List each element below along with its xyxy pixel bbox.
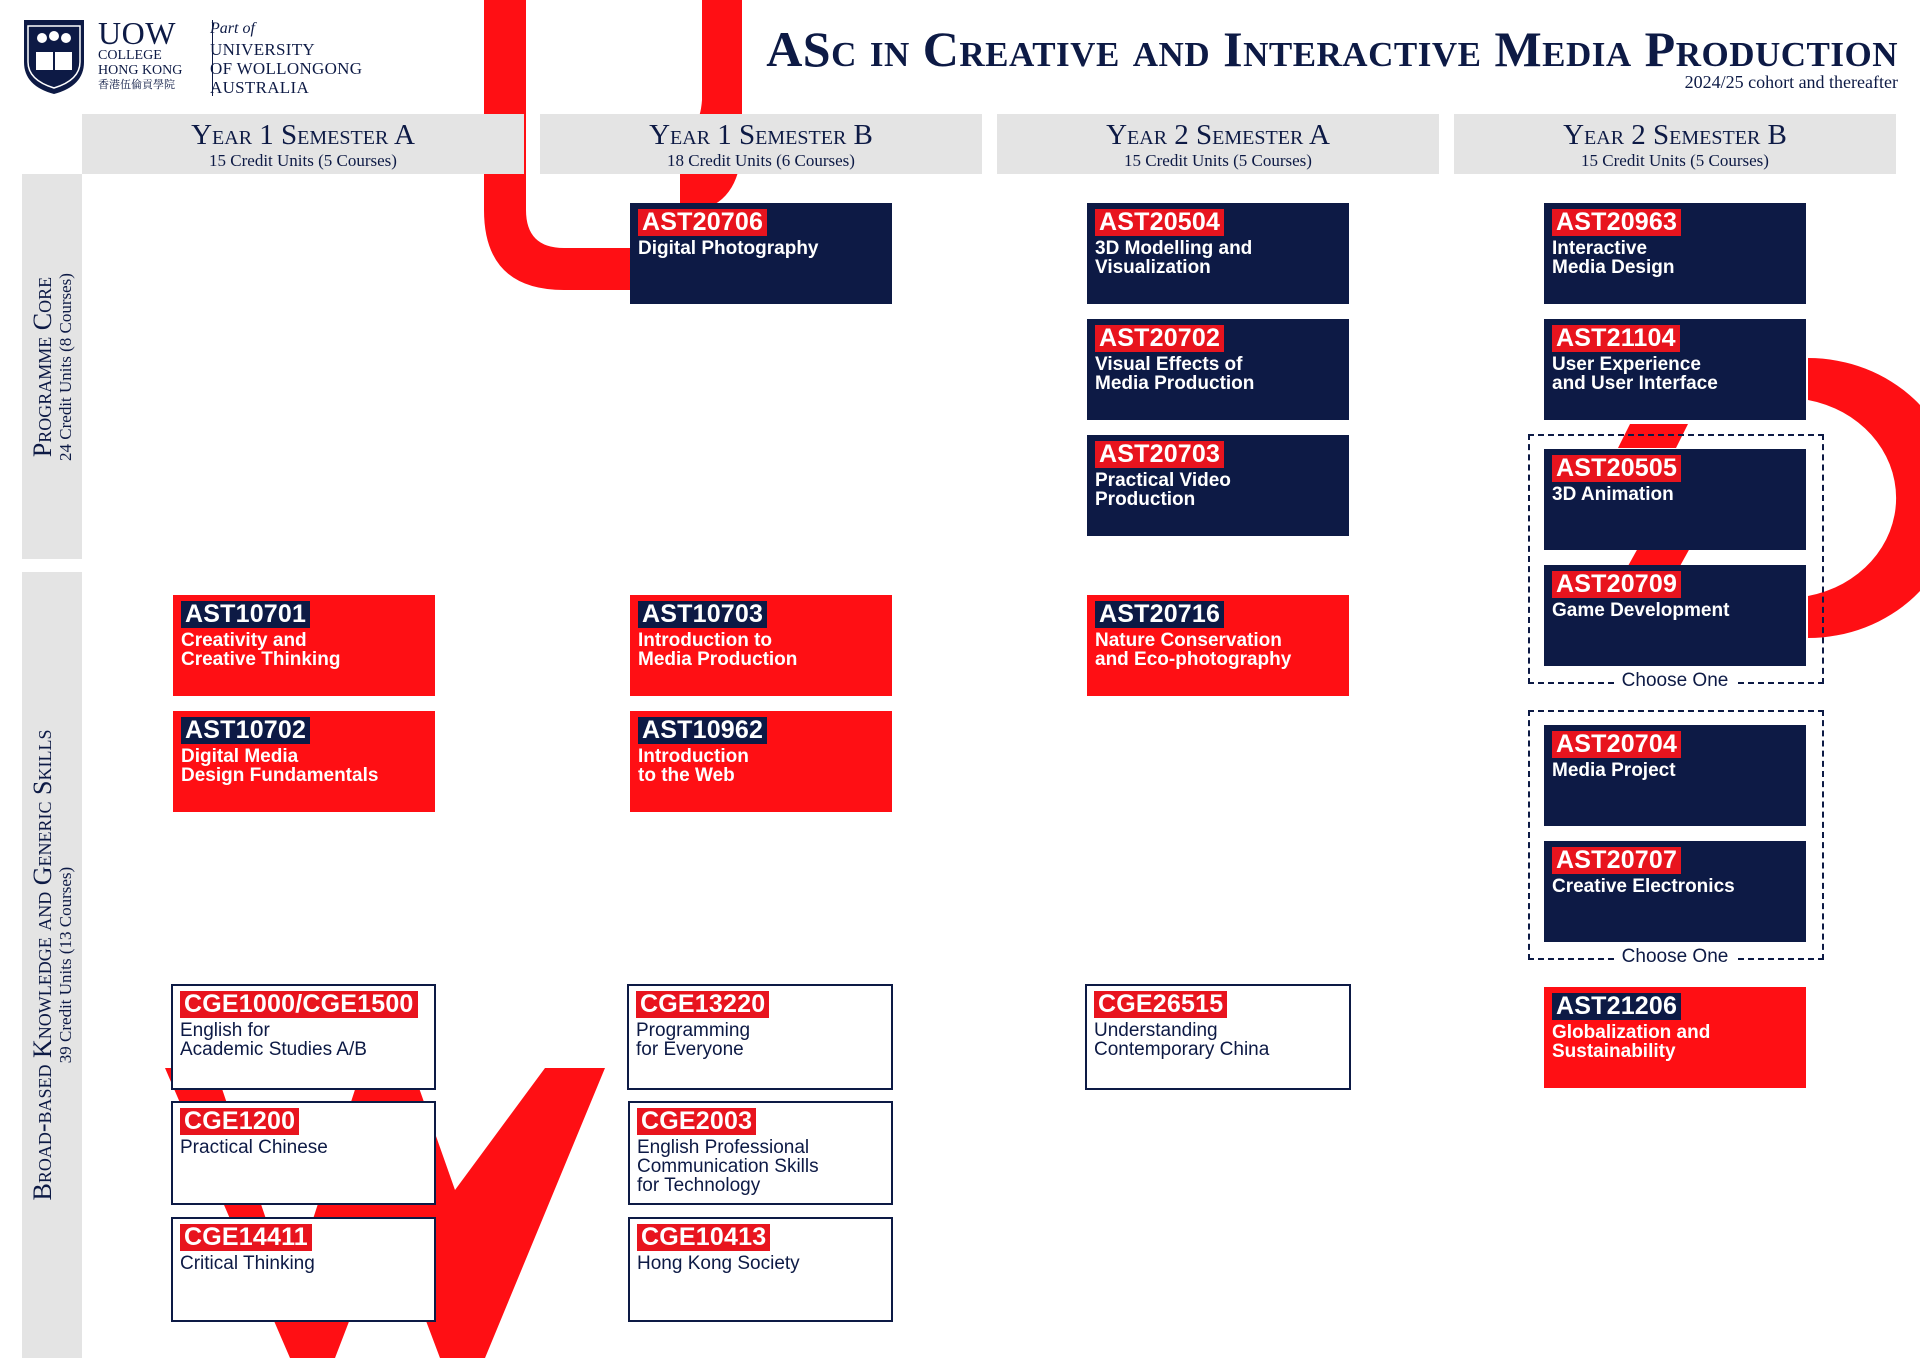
course-name: Nature Conservation and Eco-photography bbox=[1095, 630, 1292, 670]
column-name: Year 1 Semester B bbox=[649, 119, 873, 151]
logo-part-of: Part of bbox=[210, 20, 255, 37]
course-cge14411[interactable] bbox=[171, 1217, 436, 1322]
course-ast20704[interactable] bbox=[1544, 725, 1806, 826]
course-code: AST10701 bbox=[181, 601, 310, 628]
column-header-y1-sb bbox=[540, 114, 982, 174]
course-code: AST20702 bbox=[1095, 325, 1224, 352]
course-ast20716[interactable] bbox=[1087, 595, 1349, 696]
column-credits: 15 Credit Units (5 Courses) bbox=[1124, 151, 1312, 170]
course-name: User Experience and User Interface bbox=[1552, 354, 1718, 394]
course-ast10701[interactable] bbox=[173, 595, 435, 696]
course-name: Introduction to Media Production bbox=[638, 630, 798, 670]
course-ast10962[interactable] bbox=[630, 711, 892, 812]
uow-college-logo bbox=[22, 16, 382, 102]
course-name: Digital Photography bbox=[638, 238, 819, 259]
logo-hongkong: HONG KONG bbox=[98, 63, 183, 78]
course-name: Media Project bbox=[1552, 760, 1676, 781]
course-code: AST20704 bbox=[1552, 731, 1681, 758]
course-name: Introduction to the Web bbox=[638, 746, 749, 786]
row-credits: 24 Credit Units (8 Courses) bbox=[56, 272, 75, 461]
logo-university-1: UNIVERSITY bbox=[210, 40, 315, 59]
part-of-uow bbox=[210, 18, 362, 97]
course-code: CGE2003 bbox=[637, 1108, 756, 1135]
course-code: AST20716 bbox=[1095, 601, 1224, 628]
course-ast20703[interactable] bbox=[1087, 435, 1349, 536]
course-code: AST10962 bbox=[638, 717, 767, 744]
course-ast10702[interactable] bbox=[173, 711, 435, 812]
course-code: AST20504 bbox=[1095, 209, 1224, 236]
course-code: CGE13220 bbox=[636, 991, 769, 1018]
course-name: Critical Thinking bbox=[180, 1253, 315, 1274]
course-code: AST21104 bbox=[1552, 325, 1680, 352]
course-name: 3D Animation bbox=[1552, 484, 1674, 505]
course-code: AST20707 bbox=[1552, 847, 1681, 874]
course-name: Practical Chinese bbox=[180, 1137, 328, 1158]
logo-uow: UOW bbox=[98, 15, 176, 51]
column-name: Year 2 Semester A bbox=[1106, 119, 1330, 151]
column-name: Year 1 Semester A bbox=[191, 119, 415, 151]
course-ast21104[interactable] bbox=[1544, 319, 1806, 420]
course-code: CGE26515 bbox=[1094, 991, 1227, 1018]
course-ast20707[interactable] bbox=[1544, 841, 1806, 942]
column-credits: 15 Credit Units (5 Courses) bbox=[1581, 151, 1769, 170]
course-name: Understanding Contemporary China bbox=[1094, 1020, 1270, 1060]
column-header-y2-sa bbox=[997, 114, 1439, 174]
column-credits: 15 Credit Units (5 Courses) bbox=[209, 151, 397, 170]
course-name: Globalization and Sustainability bbox=[1552, 1022, 1711, 1062]
course-ast20504[interactable] bbox=[1087, 203, 1349, 304]
uow-college-wordmark bbox=[98, 15, 183, 93]
course-name: Programming for Everyone bbox=[636, 1020, 751, 1060]
course-code: CGE1000/CGE1500 bbox=[180, 991, 418, 1018]
course-name: Visual Effects of Media Production bbox=[1095, 354, 1255, 394]
course-code: AST20706 bbox=[638, 209, 767, 236]
page-subtitle: 2024/25 cohort and thereafter bbox=[1684, 72, 1898, 92]
course-ast20706[interactable] bbox=[630, 203, 892, 304]
course-name: 3D Modelling and Visualization bbox=[1095, 238, 1253, 278]
course-cge1200[interactable] bbox=[171, 1101, 436, 1205]
course-name: English Professional Communication Skills for Technology bbox=[637, 1137, 819, 1196]
course-code: CGE10413 bbox=[637, 1224, 770, 1251]
course-cge10413[interactable] bbox=[628, 1217, 893, 1322]
course-name: English for Academic Studies A/B bbox=[180, 1020, 367, 1060]
course-code: CGE1200 bbox=[180, 1108, 299, 1135]
course-name: Creative Electronics bbox=[1552, 876, 1735, 897]
crest-icon bbox=[22, 16, 86, 96]
course-name: Practical Video Production bbox=[1095, 470, 1231, 510]
logo-university-2: OF WOLLONGONG bbox=[210, 59, 363, 78]
course-code: CGE14411 bbox=[180, 1224, 312, 1251]
course-name: Hong Kong Society bbox=[637, 1253, 800, 1274]
course-code: AST21206 bbox=[1552, 993, 1681, 1020]
decorative-arc bbox=[1808, 358, 1920, 638]
row-credits: 39 Credit Units (13 Courses) bbox=[56, 866, 75, 1064]
course-cge2003[interactable] bbox=[628, 1101, 893, 1205]
choose-one-label: Choose One bbox=[1616, 946, 1735, 968]
column-header-y1-sa bbox=[82, 114, 524, 174]
course-code: AST10702 bbox=[181, 717, 310, 744]
course-code: AST20963 bbox=[1552, 209, 1681, 236]
course-code: AST20709 bbox=[1552, 571, 1681, 598]
course-cge13220[interactable] bbox=[627, 984, 893, 1090]
course-ast21206[interactable] bbox=[1544, 987, 1806, 1088]
logo-college: COLLEGE bbox=[98, 48, 162, 63]
row-header-broad-based bbox=[22, 572, 82, 1358]
course-name: Creativity and Creative Thinking bbox=[181, 630, 341, 670]
course-ast20505[interactable] bbox=[1544, 449, 1806, 550]
course-ast20963[interactable] bbox=[1544, 203, 1806, 304]
course-code: AST20505 bbox=[1552, 455, 1681, 482]
course-ast20702[interactable] bbox=[1087, 319, 1349, 420]
row-name: Programme Core bbox=[28, 276, 57, 457]
course-name: Digital Media Design Fundamentals bbox=[181, 746, 379, 786]
course-cge1000[interactable] bbox=[171, 984, 436, 1090]
logo-chinese: 香港伍倫貢學院 bbox=[98, 79, 175, 91]
course-ast10703[interactable] bbox=[630, 595, 892, 696]
column-credits: 18 Credit Units (6 Courses) bbox=[667, 151, 855, 170]
column-header-y2-sb bbox=[1454, 114, 1896, 174]
course-cge26515[interactable] bbox=[1085, 984, 1351, 1090]
decorative-u-shape-right bbox=[680, 0, 742, 212]
course-name: Interactive Media Design bbox=[1552, 238, 1675, 278]
page-title: ASc in Creative and Interactive Media Production bbox=[766, 21, 1898, 77]
course-code: AST20703 bbox=[1095, 441, 1224, 468]
course-name: Game Development bbox=[1552, 600, 1730, 621]
column-name: Year 2 Semester B bbox=[1563, 119, 1787, 151]
course-ast20709[interactable] bbox=[1544, 565, 1806, 666]
row-header-programme-core bbox=[22, 174, 82, 559]
row-name: Broad-based Knowledge and Generic Skills bbox=[28, 729, 57, 1201]
course-code: AST10703 bbox=[638, 601, 767, 628]
choose-one-label: Choose One bbox=[1616, 670, 1735, 692]
logo-university-3: AUSTRALIA bbox=[210, 78, 310, 97]
